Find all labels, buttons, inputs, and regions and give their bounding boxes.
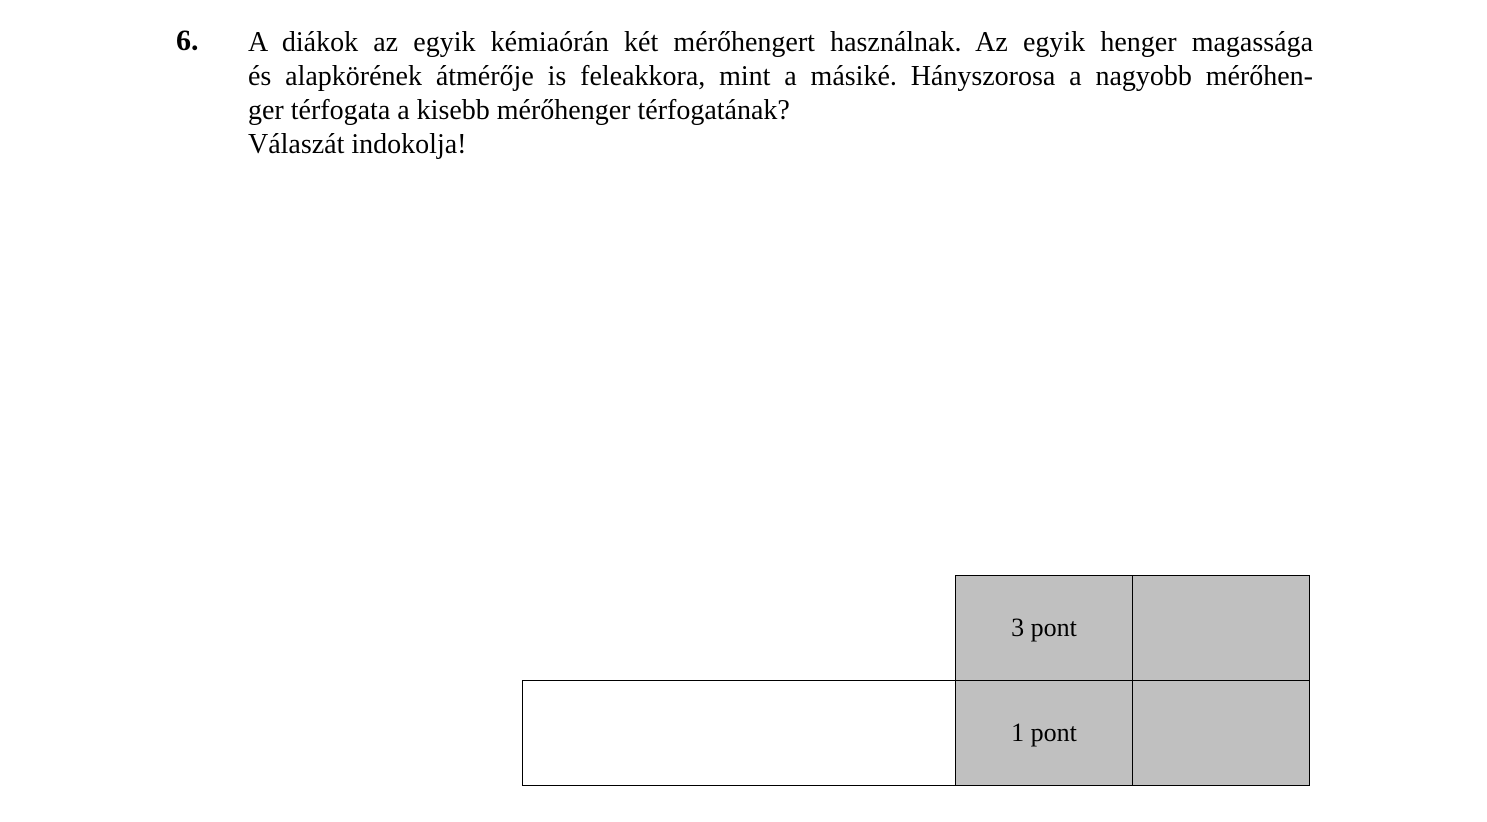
task-statement	[248, 26, 1313, 162]
task-instruction: Válaszát indokolja!	[248, 129, 467, 160]
max-points-cell: 1 pont	[956, 681, 1133, 786]
score-row-3-points	[523, 576, 1310, 681]
score-row-1-point	[523, 681, 1310, 786]
score-table	[522, 575, 1310, 786]
awarded-points-cell[interactable]	[1133, 681, 1310, 786]
awarded-points-cell[interactable]	[1133, 576, 1310, 681]
task-number: 6.	[176, 24, 199, 57]
answer-box[interactable]	[523, 681, 956, 786]
task-line-1: A diákok az egyik kémiaórán két mérőhengert használnak. Az egyik henger magassága	[248, 27, 1313, 58]
max-points-cell: 3 pont	[956, 576, 1133, 681]
task-line-2: és alapkörének átmérője is feleakkora, mint a másiké. Hányszorosa a nagyobb mérőhen-	[248, 61, 1313, 92]
task-line-3: ger térfogata a kisebb mérőhenger térfogatának?	[248, 95, 790, 126]
spacer-cell	[523, 576, 956, 681]
